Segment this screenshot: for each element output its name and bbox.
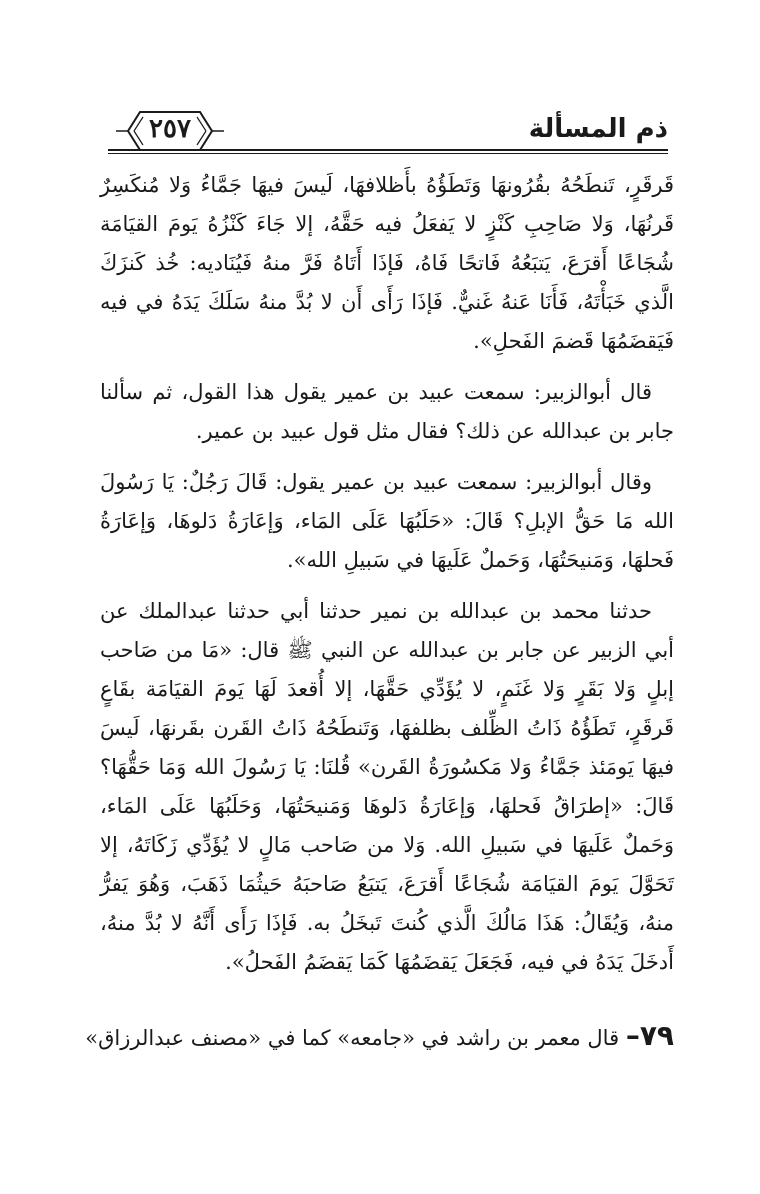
item-text: قال معمر بن راشد في «جامعه» كما في «مصنف عبدالرزاق» — [85, 1026, 620, 1050]
header-rule — [108, 149, 668, 154]
paragraph: وقال أبوالزبير: سمعت عبيد بن عمير يقول: قَالَ رَجُلٌ: يَا رَسُولَ الله مَا حَقُّ الإبلِ؟ قَالَ: «حَلَبُهَا عَلَى المَاء، وَإعَارَةُ دَلوهَا، وَإعَارَةُ فَحلهَا، وَمَنيحَتُهَا، وَحَملٌ عَلَيهَا في سَبيلِ الله». — [100, 470, 674, 572]
item-number: ٧٩ — [639, 1019, 674, 1052]
page-header — [108, 108, 668, 154]
numbered-item — [85, 1016, 674, 1058]
paragraph: قال أبوالزبير: سمعت عبيد بن عمير يقول هذا القول، ثم سألنا جابر بن عبدالله عن ذلك؟ فقال مثل قول عبيد بن عمير. — [100, 380, 674, 443]
page-number: ٢٥٧ — [149, 114, 191, 144]
paragraph: حدثنا محمد بن عبدالله بن نمير حدثنا أبي حدثنا عبدالملك عن أبي الزبير عن جابر بن عبدالله عن النبي ﷺ قال: «مَا من صَاحب إبلٍ وَلا بَقَرٍ وَلا غَنَمٍ، لا يُؤَدِّي حَقَّهَا، إلا أُقعدَ لَهَا يَومَ القيَامَة بقَاعٍ قَرقَرٍ، تَطَؤُهُ ذَاتُ الظِّلف بظلفهَا، وَتَنطَحُهُ ذَاتُ القَرن بقَرنهَا، لَيسَ فيهَا يَومَئذ جَمَّاءُ وَلا مَكسُورَةُ القَرن» قُلنَا: يَا رَسُولَ الله وَمَا حَقُّهَا؟ قَالَ: «إطرَاقُ فَحلهَا، وَإعَارَةُ دَلوهَا وَمَنيحَتُهَا، وَحَلَبُهَا عَلَى المَاء، وَحَملٌ عَلَيهَا في سَبيلِ الله. وَلا من صَاحب مَالٍ لا يُؤَدِّي زَكَاتَهُ، إلا تَحَوَّلَ يَومَ القيَامَة شُجَاعًا أَقرَعَ، يَتبَعُ صَاحبَهُ حَيثُمَا ذَهَبَ، وَهُوَ يَفرُّ منهُ، وَيُقَالُ: هَذَا مَالُكَ الَّذي كُنتَ تَبخَلُ به. فَإذَا رَأَى أَنَّهُ لا بُدَّ منهُ، أَدخَلَ يَدَهُ في فيه، فَجَعَلَ يَقضَمُهَا كَمَا يَقضَمُ الفَحلُ». — [100, 599, 674, 974]
running-title: ذم المسألة — [528, 114, 668, 144]
page-body — [100, 166, 674, 994]
page-number-badge — [114, 108, 226, 154]
paragraph: قَرقَرٍ، تَنطَحُهُ بقُرُونهَا وَتَطَؤُهُ بأَظلافهَا، لَيسَ فيهَا جَمَّاءُ وَلا مُنكَسِرٌ قَرنُهَا، وَلا صَاحِبِ كَنْزٍ لا يَفعَلُ فيه حَقَّهُ، إلا جَاءَ كَنْزُهُ يَومَ القيَامَة شُجَاعًا أَقرَعَ، يَتبَعُهُ فَاتحًا فَاهُ، فَإذَا أَتَاهُ فَرَّ منهُ فَيُنَاديه: خُذ كَنزَكَ الَّذي خَبَأْتَهُ، فَأَنَا عَنهُ غَنيٌّ. فَإذَا رَأَى أَن لا بُدَّ منهُ سَلَكَ يَدَهُ في فيه فَيَقضَمُهَا قَضمَ الفَحلِ». — [100, 173, 674, 353]
item-dash: – — [625, 1019, 640, 1052]
